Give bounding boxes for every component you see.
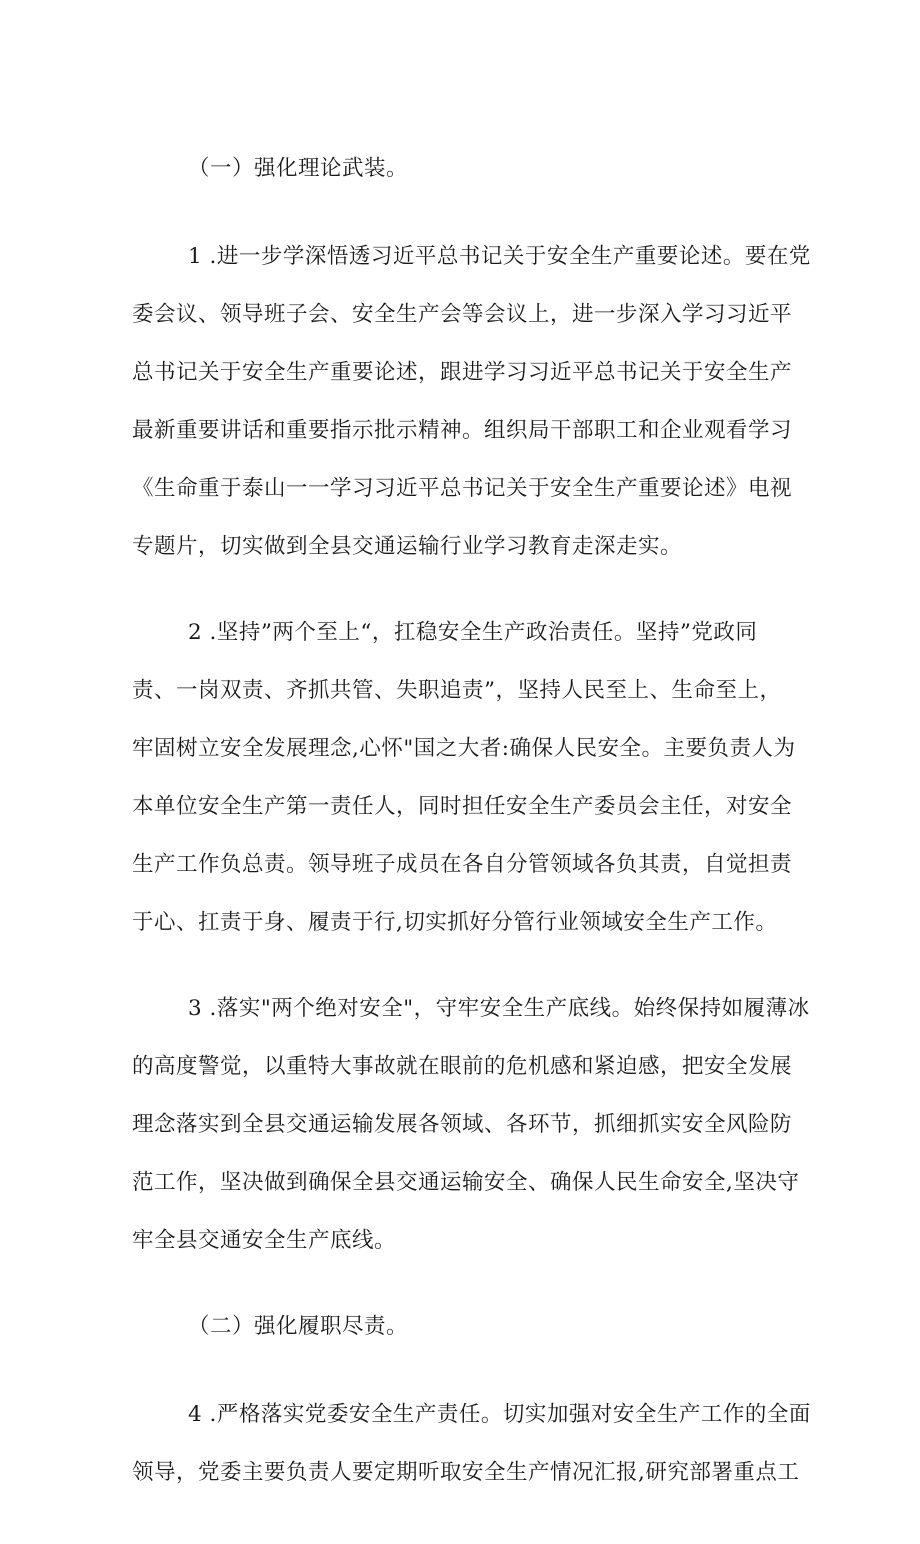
paragraph — [132, 1400, 811, 1488]
paragraph-line: 责、一岗双责、齐抓共管、失职追责”，坚持人民至上、生命至上， — [132, 678, 782, 703]
section-heading: （一）强化理论武装。 — [188, 156, 409, 181]
paragraph — [132, 242, 811, 562]
paragraph-line: 总书记关于安全生产重要论述，跟进学习习近平总书记关于安全生产 — [132, 360, 793, 385]
paragraph-line: 牢全县交通安全生产底线。 — [132, 1228, 397, 1253]
document-body — [132, 154, 811, 1544]
paragraph-line: 最新重要讲话和重要指示批示精神。组织局干部职工和企业观看学习 — [132, 418, 793, 443]
paragraph-line: 2 .坚持”两个至上“，扛稳安全生产政治责任。坚持”党政同 — [188, 620, 758, 645]
paragraph-line: 1 .进一步学深悟透习近平总书记关于安全生产重要论述。要在党 — [188, 244, 811, 269]
paragraph-line: 委会议、领导班子会、安全生产会等会议上，进一步深入学习习近平 — [132, 302, 793, 327]
paragraph-line: 牢固树立安全发展理念,心怀"国之大者:确保人民安全。主要负责人为 — [132, 736, 796, 761]
paragraph-line: 4 .严格落实党委安全生产责任。切实加强对安全生产工作的全面 — [188, 1402, 811, 1427]
paragraph — [132, 618, 798, 938]
paragraph-line: 《生命重于泰山一一学习习近平总书记关于安全生产重要论述》电视 — [132, 476, 793, 501]
paragraph-line: 范工作，坚决做到确保全县交通运输安全、确保人民生命安全,坚决守 — [132, 1170, 800, 1195]
paragraph-line: 于心、扛责于身、履责于行,切实抓好分管行业领域安全生产工作。 — [132, 910, 778, 935]
paragraph-line: 本单位安全生产第一责任人，同时担任安全生产委员会主任，对安全 — [132, 794, 793, 819]
paragraph-line: 领导，党委主要负责人要定期听取安全生产情况汇报,研究部署重点工 — [132, 1460, 800, 1485]
section-heading: （二）强化履职尽责。 — [188, 1314, 409, 1339]
paragraph-line: 3 .落实"两个绝对安全"，守牢安全生产底线。始终保持如履薄冰 — [188, 996, 810, 1021]
paragraph-line: 理念落实到全县交通运输发展各领域、各环节，抓细抓实安全风险防 — [132, 1112, 793, 1137]
paragraph-line: 的高度警觉，以重特大事故就在眼前的危机感和紧迫感，把安全发展 — [132, 1054, 793, 1079]
paragraph-line: 专题片，切实做到全县交通运输行业学习教育走深走实。 — [132, 534, 683, 559]
paragraph — [132, 994, 810, 1256]
paragraph-line: 生产工作负总责。领导班子成员在各自分管领域各负其责，自觉担责 — [132, 852, 793, 877]
